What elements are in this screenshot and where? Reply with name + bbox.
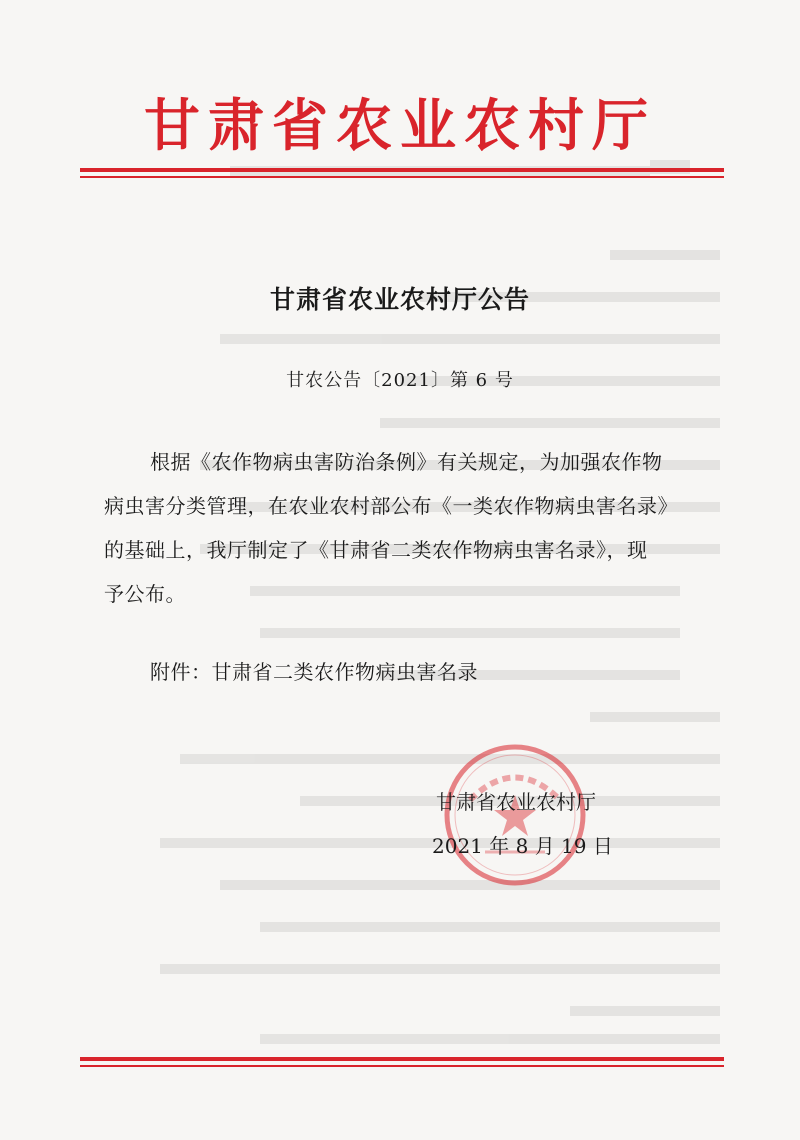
signature-organization: 甘肃省农业农村厅 [436, 790, 596, 814]
notice-title: 甘肃省农业农村厅公告 [269, 285, 530, 314]
official-seal-stamp [440, 740, 590, 890]
signature-date: 2021 年 8 月 19 日 [432, 834, 613, 858]
body-paragraph-line: 根据《农作物病虫害防治条例》有关规定，为加强农作物 [150, 450, 663, 474]
letterhead-rule-thin [80, 176, 724, 178]
letterhead-org-name: 甘肃省农业农村厅 [144, 93, 656, 159]
attachment-line: 附件：甘肃省二类农作物病虫害名录 [150, 660, 478, 684]
footer-rule-thick [80, 1057, 724, 1061]
body-paragraph-line: 的基础上，我厅制定了《甘肃省二类农作物病虫害名录》，现 [104, 538, 648, 562]
document-number: 甘农公告〔2021〕第 6 号 [286, 370, 514, 391]
letterhead-rule-thick [80, 168, 724, 172]
footer-rule-thin [80, 1065, 724, 1067]
body-paragraph-line: 病虫害分类管理，在农业农村部公布《一类农作物病虫害名录》 [104, 494, 678, 518]
body-paragraph-line: 予公布。 [104, 582, 186, 606]
